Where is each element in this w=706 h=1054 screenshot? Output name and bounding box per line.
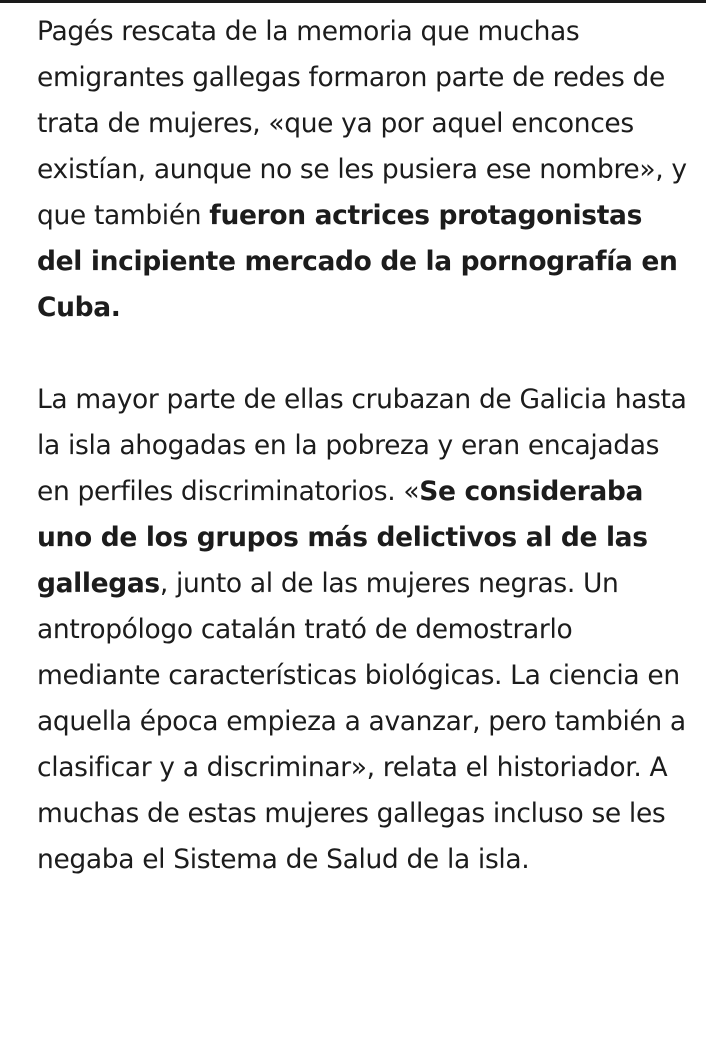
article-body (37, 9, 687, 883)
paragraph-2 (37, 377, 687, 883)
paragraph-1-bold: fueron actrices protagonistas del incipiente mercado de la pornografía en Cuba. (37, 200, 678, 323)
paragraph-1 (37, 9, 687, 331)
paragraph-1-text: Pagés rescata de la memoria que muchas emigrantes gallegas formaron parte de redes de trata de mujeres, «que ya por aquel enconces existían, aunque no se les pusiera ese nombre», y que también (37, 16, 687, 231)
top-divider (0, 0, 706, 3)
paragraph-2-bold: Se consideraba uno de los grupos más delictivos al de las gallegas (37, 476, 648, 599)
paragraph-2-text-start: La mayor parte de ellas crubazan de Galicia hasta la isla ahogadas en la pobreza y eran encajadas en perfiles discriminatorios. « (37, 384, 687, 507)
paragraph-2-text-end: , junto al de las mujeres negras. Un antropólogo catalán trató de demostrarlo mediante características biológicas. La ciencia en aquella época empieza a avanzar, pero también a clasificar y a discriminar», relata el historiador. A muchas de estas mujeres gallegas incluso se les negaba el Sistema de Salud de la isla. (37, 568, 686, 875)
